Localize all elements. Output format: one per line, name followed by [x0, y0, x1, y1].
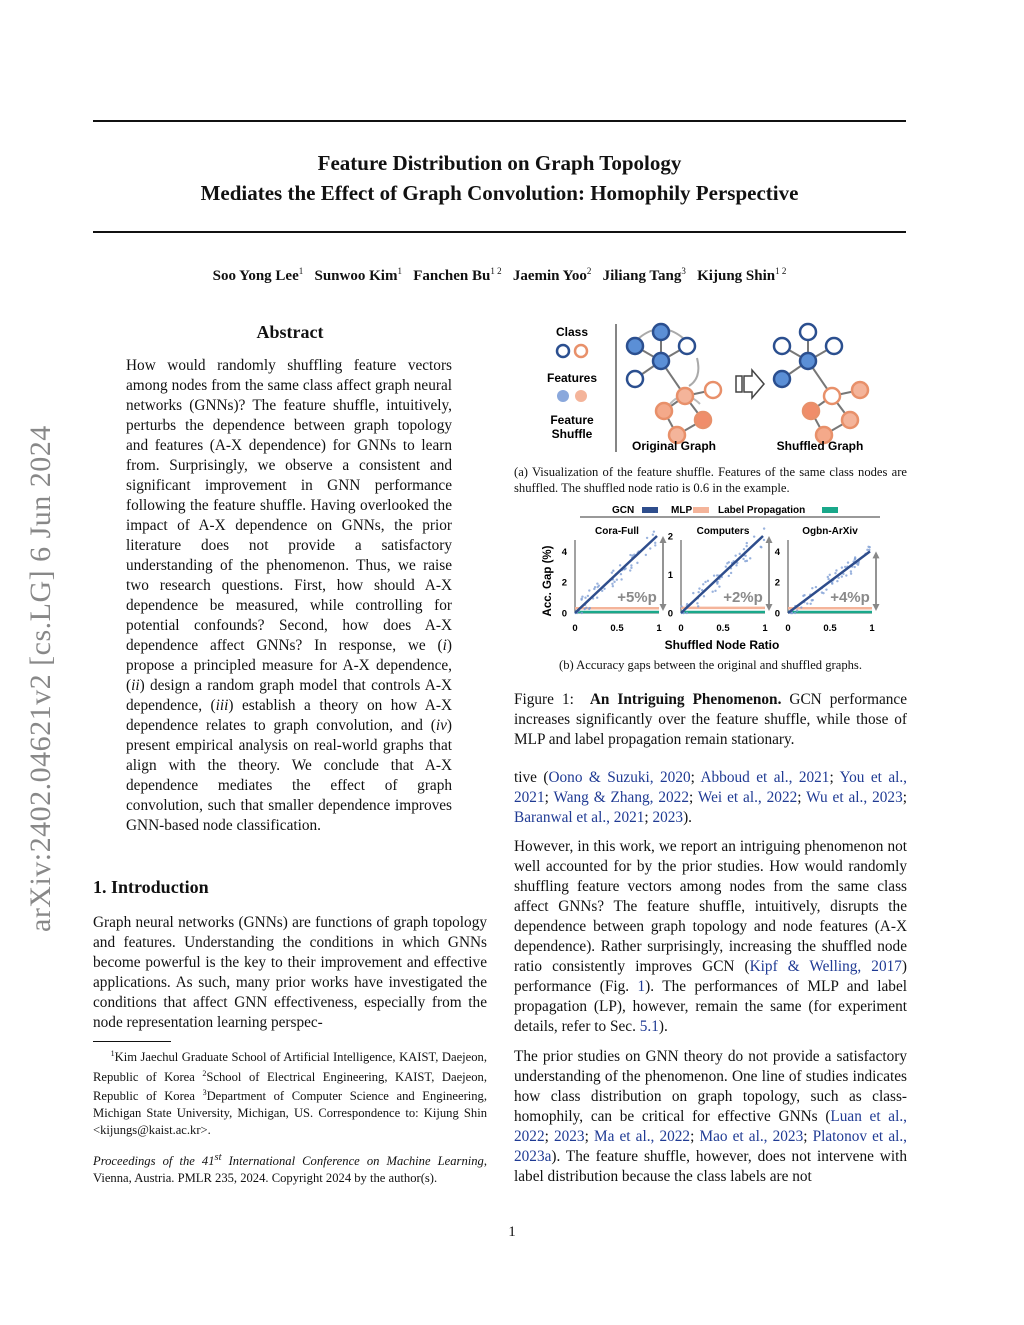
graph-node: [679, 338, 695, 354]
x-tick-label: 1: [656, 623, 662, 634]
chart-panel: [775, 526, 880, 634]
class-blue-icon: [557, 345, 569, 357]
gcn-scatter-point: [718, 585, 720, 587]
gcn-scatter-point: [654, 544, 656, 546]
gcn-scatter-point: [743, 548, 745, 550]
gcn-scatter-point: [796, 610, 798, 612]
gcn-scatter-point: [730, 572, 732, 574]
gcn-scatter-point: [649, 547, 651, 549]
gcn-scatter-point: [620, 578, 622, 580]
gcn-scatter-point: [703, 595, 705, 597]
figure-a-caption: (a) Visualization of the feature shuffle. Features of the same class nodes are shuffled. The shuffled node ratio is 0.6 in the example.: [514, 465, 907, 495]
citation-link[interactable]: Wu et al., 2023: [806, 789, 903, 806]
gcn-scatter-point: [854, 556, 856, 558]
gcn-scatter-point: [735, 564, 737, 566]
gcn-scatter-point: [867, 546, 869, 548]
gcn-scatter-point: [629, 569, 631, 571]
gcn-scatter-point: [847, 561, 849, 563]
gcn-scatter-point: [746, 560, 748, 562]
graph-node: [695, 412, 711, 428]
citation-link[interactable]: Platonov et al., 2023a: [514, 1128, 908, 1165]
gap-annotation: +2%p: [723, 589, 763, 606]
gcn-scatter-point: [809, 603, 811, 605]
legend-swatch: [822, 507, 838, 513]
gcn-scatter-point: [835, 569, 837, 571]
shuffle-label-1: Feature: [550, 413, 594, 427]
gcn-scatter-point: [800, 606, 802, 608]
gcn-scatter-point: [588, 589, 590, 591]
graph-node: [774, 338, 790, 354]
gcn-scatter-point: [601, 590, 603, 592]
gcn-scatter-point: [654, 542, 656, 544]
citation-link[interactable]: Wang & Zhang, 2022: [553, 789, 689, 806]
intro-heading: 1. Introduction: [93, 877, 209, 897]
y-axis-label: Acc. Gap (%): [542, 545, 554, 617]
gcn-scatter-point: [725, 565, 727, 567]
author: Jiliang Tang$^3$: [602, 266, 686, 284]
citation-link[interactable]: Oono & Suzuki, 2020: [548, 769, 691, 786]
transform-arrow-icon: [736, 370, 764, 398]
gcn-scatter-point: [630, 564, 632, 566]
graph-node: [842, 412, 858, 428]
right-paragraph-3: The prior studies on GNN theory do not provide a satisfactory understanding of the phenomenon. One line of studies indicates how class distribution on graph topology, such as class-homophily, can be critical for effective GNNs (Luan et al., 2022; 2023; Ma et al., 2022; Mao et al., 2023; Platonov et al., 2023a). The feature shuffle, however, does not intervene with label distribution because the class labels are not: [514, 1048, 908, 1185]
proceedings-note: Proceedings of the 41st International Conference on Machine Learning, Vienna, Austria. PMLR 235, 2024. Copyright 2024 by the author(s).: [93, 1152, 487, 1185]
graph-node: [800, 353, 816, 369]
title-bottom-rule: [93, 231, 906, 233]
y-tick-label: 0: [561, 608, 567, 620]
citation-link[interactable]: 2023: [652, 809, 684, 826]
gcn-scatter-point: [845, 574, 847, 576]
x-axis-label: Shuffled Node Ratio: [664, 638, 780, 652]
y-tick-label: 0: [667, 608, 673, 620]
graph-node: [677, 388, 693, 404]
gcn-scatter-point: [686, 612, 688, 614]
gcn-scatter-point: [581, 595, 583, 597]
x-tick-label: 0: [572, 623, 578, 634]
legend-swatch: [642, 507, 658, 513]
panel-title: Computers: [696, 526, 750, 537]
chart-legend: [580, 505, 880, 517]
citation-link[interactable]: Abboud et al., 2021: [700, 769, 830, 786]
figure-b-chart: [530, 503, 890, 653]
affiliation-footnote: $^1$Kim Jaechul Graduate School of Artificial Intelligence, KAIST, Daejeon, Republic of Korea $^2$School of Electrical Engineering, KAIST, Daejeon, Republic of Korea $^3$Department of Computer Science and Engineering, Michigan State University, Michigan, US. Correspondence to: Kijung Shin <kijungs@kaist.ac.kr>.: [93, 1049, 487, 1137]
gcn-scatter-point: [763, 539, 765, 541]
gcn-scatter-point: [593, 588, 595, 590]
gcn-scatter-point: [745, 545, 747, 547]
x-tick-label: 1: [869, 623, 875, 634]
graph-node: [800, 324, 816, 340]
panel-title: Ogbn-ArXiv: [802, 526, 858, 537]
figure-a-illustration: [514, 318, 907, 458]
x-tick-label: 0.5: [610, 623, 624, 634]
title-line-1: Feature Distribution on Graph Topology: [317, 151, 682, 175]
gcn-scatter-point: [742, 558, 744, 560]
right-paragraph-2: However, in this work, we report an intriguing phenomenon not well accounted for by the prior studies. How would randomly shuffling feature vectors among nodes from the same class affect GNNs? The feature shuffle, intuitively, disrupts the dependence between graph topology and node features (A-X dependence). Rather surprisingly, increasing the shuffled node ratio consistently improves GCN (Kipf & Welling, 2017) performance (Fig. 1). The performances of MLP and label propagation (LP), however, remain the same (for experiment details, refer to Sec. 5.1).: [514, 838, 907, 1035]
gcn-scatter-point: [603, 588, 605, 590]
x-tick-label: 0.5: [823, 623, 837, 634]
gcn-scatter-point: [636, 562, 638, 564]
gcn-scatter-point: [760, 546, 762, 548]
gcn-scatter-point: [612, 585, 614, 587]
gcn-scatter-point: [753, 535, 755, 537]
gcn-scatter-point: [611, 571, 613, 573]
gcn-scatter-point: [588, 608, 590, 610]
citation-link[interactable]: Baranwal et al., 2021: [514, 809, 645, 826]
gcn-scatter-point: [728, 575, 730, 577]
figure-ref-link[interactable]: 1: [637, 978, 646, 995]
legend-label: GCN: [612, 505, 635, 516]
original-graph-label: Original Graph: [631, 439, 717, 453]
graph-node: [653, 324, 669, 340]
arxiv-side-label: arXiv:2402.04621v2 [cs.LG] 6 Jun 2024: [24, 425, 57, 932]
x-tick-label: 0: [678, 623, 684, 634]
gcn-scatter-point: [653, 530, 655, 532]
gcn-scatter-point: [834, 572, 836, 574]
gcn-scatter-point: [619, 564, 621, 566]
title-line-2: Mediates the Effect of Graph Convolution: Homophily Perspective: [200, 181, 799, 205]
feature-blue-icon: [557, 390, 569, 402]
gcn-scatter-point: [585, 607, 587, 609]
graph-node: [803, 403, 819, 419]
gcn-scatter-point: [620, 573, 622, 575]
author: Jaemin Yoo$^2$: [512, 266, 592, 284]
gcn-scatter-point: [850, 573, 852, 575]
panel-title: Cora-Full: [595, 526, 639, 537]
citation-link[interactable]: You et al., 2021: [514, 769, 908, 806]
shuffled-graph: [774, 324, 868, 453]
abstract-text: How would randomly shuffling feature vectors among nodes from the same class affect graph neural networks (GNNs)? The feature shuffle, intuitively, perturbs the dependence between graph topology and features (A-X dependence) for GNNs to learn from. Surprisingly, we observe a consistent and significant improvement in GNN performance following the feature shuffle. Having overlooked the impact of A-X dependence on GNNs, the prior literature does not provide a satisfactory understanding of the phenomenon. Thus, we raise two research questions. First, how should A-X dependence be measured, while controlling for potential confounds? Second, how does A-X dependence affect GNNs? In response, we (i) propose a principled measure for A-X dependence, (ii) design a random graph model that controls A-X dependence, (iii) establish a theory on how A-X dependence relates to graph convolution, and (iv) present empirical analysis on real-world graphs that align with the theory. We conclude that A-X dependence mediates the effect of graph convolution, such that smaller dependence improves GNN-based node classification.: [126, 357, 452, 834]
gcn-scatter-point: [596, 582, 598, 584]
gap-arrow-head: [660, 604, 667, 611]
gcn-scatter-point: [704, 581, 706, 583]
y-tick-label: 2: [561, 577, 567, 589]
figure-1-caption: Figure 1: An Intriguing Phenomenon. GCN performance increases significantly over the feature shuffle, while those of MLP and label propagation remain stationary.: [514, 691, 907, 748]
feature-orange-icon: [575, 390, 587, 402]
graph-node: [627, 338, 643, 354]
legend-label: MLP: [671, 505, 693, 516]
intro-text: Graph neural networks (GNNs) are functions of graph topology and features. Understanding the conditions in which GNNs become powerful is the key to their improvement and effective applications. As such, many prior works have investigated the conditions that affect GNN effectiveness, especially from the node representation learning perspec-: [93, 914, 487, 1031]
gcn-scatter-point: [698, 587, 700, 589]
gcn-scatter-point: [827, 578, 829, 580]
gcn-scatter-point: [581, 612, 583, 614]
gcn-scatter-point: [629, 554, 631, 556]
gcn-scatter-point: [794, 612, 796, 614]
gap-arrow-head: [873, 551, 880, 558]
gcn-scatter-point: [652, 533, 654, 535]
gcn-scatter-point: [825, 588, 827, 590]
author: Soo Yong Lee$^1$: [212, 266, 304, 284]
gcn-scatter-point: [597, 586, 599, 588]
citation-link[interactable]: Kipf & Welling, 2017: [749, 958, 902, 975]
gcn-scatter-point: [812, 599, 814, 601]
gcn-scatter-point: [844, 566, 846, 568]
gcn-scatter-point: [746, 542, 748, 544]
gcn-scatter-point: [613, 581, 615, 583]
gcn-scatter-point: [697, 591, 699, 593]
author: Kijung Shin$^{1 2}$: [697, 266, 787, 284]
abstract-heading: Abstract: [256, 322, 324, 342]
shuffled-graph-label: Shuffled Graph: [776, 439, 864, 453]
gcn-scatter-point: [696, 602, 698, 604]
graph-node: [705, 382, 721, 398]
original-graph: [627, 324, 721, 453]
section-ref-link[interactable]: 5.1: [639, 1018, 659, 1035]
gcn-scatter-point: [692, 592, 694, 594]
gcn-scatter-point: [616, 579, 618, 581]
top-rule: [93, 120, 906, 122]
legend-swatch: [693, 507, 709, 513]
right-paragraph-1: tive (Oono & Suzuki, 2020; Abboud et al., 2021; You et al., 2021; Wang & Zhang, 2022; Wei et al., 2022; Wu et al., 2023; Baranwal et al., 2021; 2023).: [514, 769, 908, 826]
gap-annotation: +5%p: [617, 589, 657, 606]
gcn-scatter-point: [749, 557, 751, 559]
gcn-scatter-point: [711, 590, 713, 592]
chart-panel: [668, 526, 773, 634]
citation-link[interactable]: Ma et al., 2022: [593, 1128, 691, 1145]
graph-node: [653, 353, 669, 369]
author-list: [93, 266, 906, 285]
chart-panels: [562, 526, 880, 634]
gcn-scatter-point: [726, 562, 728, 564]
gcn-scatter-point: [697, 605, 699, 607]
gap-arrow-head: [766, 604, 773, 611]
shuffle-label-2: Shuffle: [551, 427, 593, 441]
graph-node: [627, 371, 643, 387]
gcn-scatter-point: [806, 602, 808, 604]
gcn-scatter-point: [713, 574, 715, 576]
gap-arrow-head: [873, 604, 880, 611]
gcn-scatter-point: [702, 583, 704, 585]
graph-node: [774, 371, 790, 387]
gcn-scatter-point: [821, 591, 823, 593]
y-tick-label: 2: [774, 577, 780, 589]
x-tick-label: 0.5: [716, 623, 730, 634]
gcn-scatter-point: [645, 554, 647, 556]
gcn-scatter-point: [612, 570, 614, 572]
gcn-scatter-point: [707, 580, 709, 582]
class-orange-icon: [575, 345, 587, 357]
gcn-scatter-point: [716, 581, 718, 583]
gcn-scatter-point: [841, 575, 843, 577]
gcn-scatter-point: [829, 574, 831, 576]
author: Sunwoo Kim$^1$: [314, 266, 402, 284]
gcn-scatter-point: [584, 597, 586, 599]
y-tick-label: 4: [774, 546, 780, 558]
x-tick-label: 0: [785, 623, 791, 634]
gcn-scatter-point: [803, 594, 805, 596]
paper-title: [93, 148, 906, 208]
gcn-scatter-point: [836, 580, 838, 582]
graph-node: [852, 382, 868, 398]
class-label: Class: [555, 325, 589, 339]
y-tick-label: 1: [667, 570, 673, 581]
gcn-scatter-point: [739, 553, 741, 555]
author: Fanchen $Bu^{1 2}$: [413, 266, 502, 284]
gcn-scatter-point: [811, 587, 813, 589]
citation-link[interactable]: Luan et al., 2022: [514, 1108, 907, 1145]
gcn-scatter-point: [866, 549, 868, 551]
gcn-scatter-point: [596, 597, 598, 599]
gcn-scatter-point: [587, 595, 589, 597]
gcn-scatter-point: [841, 566, 843, 568]
gcn-scatter-point: [827, 576, 829, 578]
graph-node: [824, 388, 840, 404]
gap-arrow-head: [766, 536, 773, 543]
gcn-scatter-point: [714, 590, 716, 592]
gcn-scatter-point: [854, 566, 856, 568]
legend-label: Label Propagation: [718, 505, 806, 516]
footnote-rule: [93, 1041, 171, 1042]
chart-panel: [562, 526, 667, 634]
gcn-scatter-point: [680, 605, 682, 607]
features-label: Features: [546, 371, 598, 385]
citation-link[interactable]: 2023: [553, 1128, 585, 1145]
gcn-scatter-point: [815, 586, 817, 588]
citation-link[interactable]: Mao et al., 2023: [699, 1128, 804, 1145]
gcn-scatter-point: [850, 570, 852, 572]
gcn-scatter-point: [763, 527, 765, 529]
y-tick-label: 2: [667, 531, 673, 543]
figure-b-caption: (b) Accuracy gaps between the original and shuffled graphs.: [559, 658, 862, 672]
graph-node: [656, 403, 672, 419]
gcn-scatter-point: [630, 567, 632, 569]
gap-annotation: +4%p: [830, 589, 870, 606]
gcn-scatter-point: [646, 537, 648, 539]
x-tick-label: 1: [762, 623, 768, 634]
gap-arrow-head: [660, 536, 667, 543]
gcn-scatter-point: [611, 583, 613, 585]
page-number: 1: [508, 1224, 516, 1240]
legend-panel: [547, 324, 616, 452]
graph-node: [826, 338, 842, 354]
gcn-scatter-point: [734, 554, 736, 556]
citation-link[interactable]: Wei et al., 2022: [697, 789, 798, 806]
y-tick-label: 4: [561, 546, 567, 558]
y-tick-label: 0: [774, 608, 780, 620]
